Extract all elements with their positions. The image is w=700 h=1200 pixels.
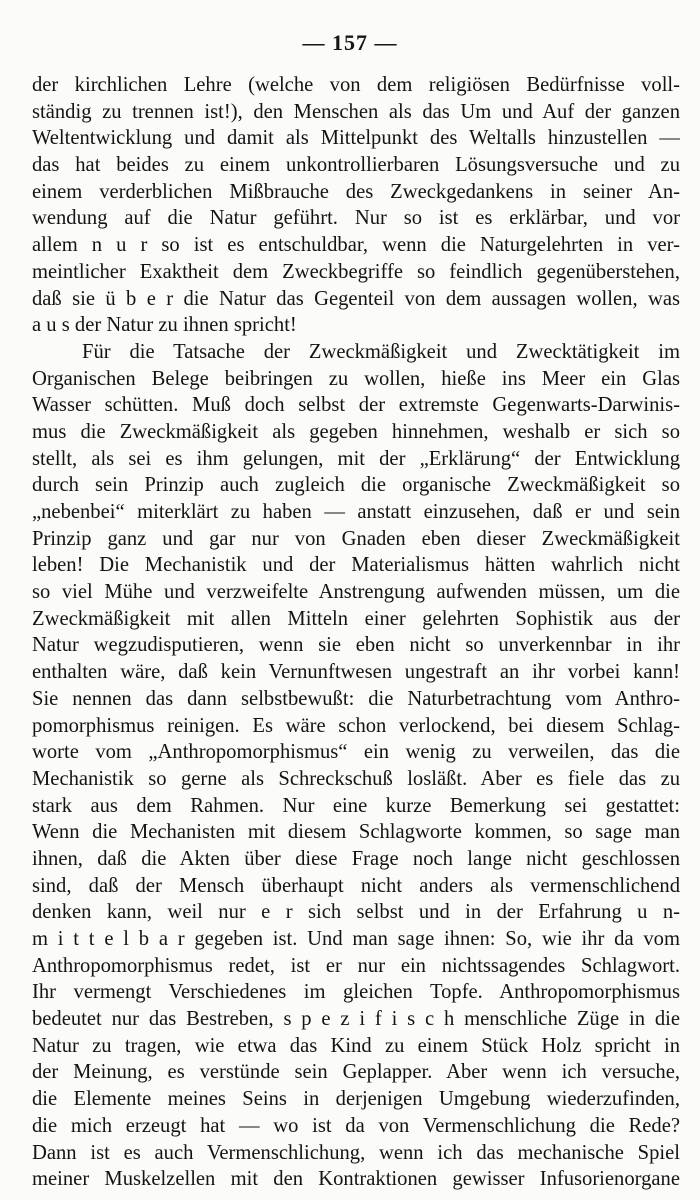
text-line: Zweckmäßigkeit mit allen Mitteln einer gelehrten Sophistik aus der bbox=[32, 607, 680, 630]
page-number: — 157 — bbox=[302, 30, 398, 55]
text-line: mus die Zweckmäßigkeit als gegeben hinnehmen, weshalb er sich so bbox=[32, 420, 680, 443]
text-line: stellt, als sei es ihm gelungen, mit der „Erklärung“ der Entwicklung bbox=[32, 447, 680, 470]
text-line: wendung auf die Natur geführt. Nur so ist es erklärbar, und vor bbox=[32, 207, 680, 230]
text-line: ihnen, daß die Akten über diese Frage noch lange nicht geschlossen bbox=[32, 847, 680, 870]
text-line: Anthropomorphismus redet, ist er nur ein nichtssagendes Schlagwort. bbox=[32, 954, 680, 977]
text-line: a u s der Natur zu ihnen spricht! bbox=[32, 314, 297, 337]
body-text bbox=[32, 72, 680, 1193]
text-line: Für die Tatsache der Zweckmäßigkeit und Zwecktätigkeit im bbox=[82, 340, 680, 363]
text-line: die mich erzeugt hat — wo ist da von Vermenschlichung die Rede? bbox=[32, 1114, 680, 1137]
text-line: durch sein Prinzip auch zugleich die organische Zweckmäßigkeit so bbox=[32, 474, 680, 497]
text-line: pomorphismus reinigen. Es wäre schon verlockend, bei diesem Schlag- bbox=[32, 714, 680, 737]
text-line: die Elemente meines Seins in derjenigen Umgebung wiederzufinden, bbox=[32, 1088, 680, 1111]
text-line: das hat beides zu einem unkontrollierbaren Lösungsversuche und zu bbox=[32, 154, 680, 177]
text-line: der kirchlichen Lehre (welche von dem religiösen Bedürfnisse voll- bbox=[32, 74, 680, 96]
text-line: Mechanistik so gerne als Schreckschuß losläßt. Aber es fiele das zu bbox=[32, 767, 680, 790]
text-line: daß sie ü b e r die Natur das Gegenteil von dem aussagen wollen, was bbox=[32, 287, 680, 310]
text-line: enthalten wäre, daß kein Vernunftwesen ungestraft an ihr vorbei kann! bbox=[32, 661, 680, 684]
text-line: Prinzip ganz und gar nur von Gnaden eben dieser Zweckmäßigkeit bbox=[32, 527, 680, 550]
text-line: ständig zu trennen ist!), den Menschen als das Um und Auf der ganzen bbox=[32, 100, 680, 123]
text-line: stark aus dem Rahmen. Nur eine kurze Bemerkung sei gestattet: bbox=[32, 794, 680, 817]
text-line: Dann ist es auch Vermenschlichung, wenn ich das mechanische Spiel bbox=[32, 1141, 680, 1164]
text-line: Organischen Belege beibringen zu wollen, hieße ins Meer ein Glas bbox=[32, 367, 680, 390]
text-line: „nebenbei“ miterklärt zu haben — anstatt einzusehen, daß er und sein bbox=[32, 501, 680, 523]
text-line: Sie nennen das dann selbstbewußt: die Naturbetrachtung vom Anthro- bbox=[32, 687, 680, 710]
text-line: m i t t e l b a r gegeben ist. Und man sage ihnen: So, wie ihr da vom bbox=[32, 928, 680, 950]
text-line: bedeutet nur das Bestreben, s p e z i f i s c h menschliche Züge in die bbox=[32, 1008, 680, 1031]
text-line: Wenn die Mechanisten mit diesem Schlagworte kommen, so sage man bbox=[32, 821, 680, 844]
text-line: Ihr vermengt Verschiedenes im gleichen Topfe. Anthropomorphismus bbox=[32, 981, 680, 1004]
text-line: Weltentwicklung und damit als Mittelpunkt des Weltalls hinzustellen — bbox=[32, 127, 680, 150]
text-line: sind, daß der Mensch überhaupt nicht anders als vermenschlichend bbox=[32, 874, 680, 897]
text-line: leben! Die Mechanistik und der Materialismus hätten wahrlich nicht bbox=[32, 554, 680, 577]
text-line: Natur zu tragen, wie etwa das Kind zu einem Stück Holz spricht in bbox=[32, 1034, 680, 1057]
text-line: der Meinung, es verstünde sein Geplapper. Aber wenn ich versuche, bbox=[32, 1061, 680, 1084]
text-line: Wasser schütten. Muß doch selbst der extremste Gegenwarts-Darwinis- bbox=[32, 394, 680, 417]
text-line: denken kann, weil nur e r sich selbst und in der Erfahrung u n- bbox=[32, 901, 680, 924]
text-line: worte vom „Anthropomorphismus“ ein wenig zu verweilen, das die bbox=[32, 741, 680, 764]
text-line: allem n u r so ist es entschuldbar, wenn die Naturgelehrten in ver- bbox=[32, 234, 680, 257]
text-line: Natur wegzudisputieren, wenn sie eben nicht so unverkennbar in ihr bbox=[32, 634, 680, 657]
text-line: einem verderblichen Mißbrauche des Zweckgedankens in seiner An- bbox=[32, 180, 680, 203]
text-line: meiner Muskelzellen mit den Kontraktionen gewisser Infusorienorgane bbox=[32, 1168, 680, 1191]
text-line: so viel Mühe und verzweifelte Anstrengung aufwenden müssen, um die bbox=[32, 581, 680, 604]
text-line: meintlicher Exaktheit dem Zweckbegriffe so feindlich gegenüberstehen, bbox=[32, 260, 680, 283]
